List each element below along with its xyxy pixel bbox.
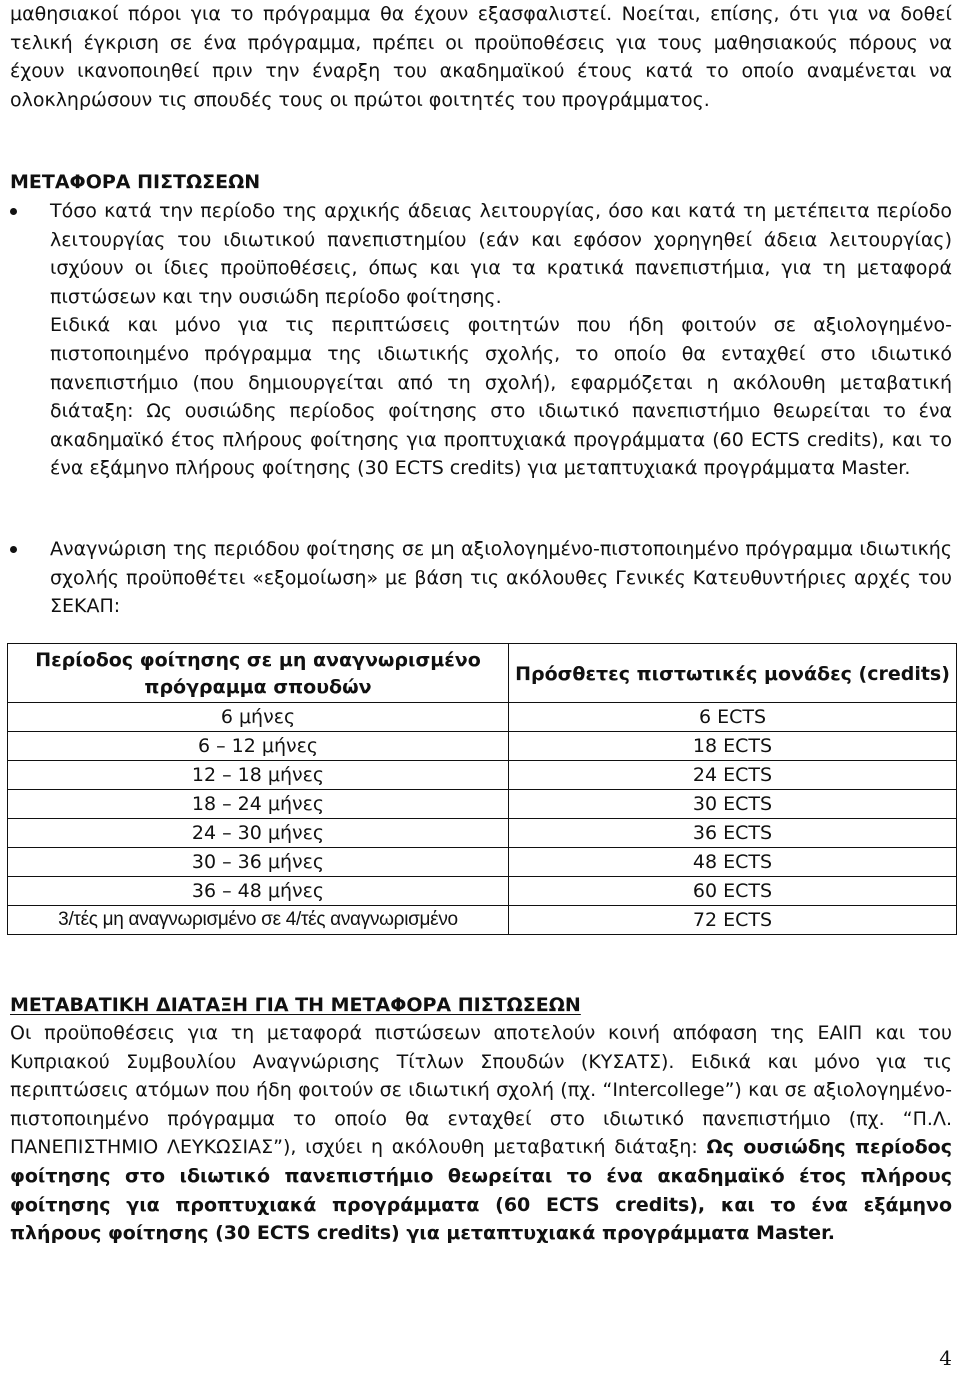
credits-cell: 30 ECTS bbox=[509, 790, 957, 819]
bullet-paragraph-transitional: Ειδικά και μόνο για τις περιπτώσεις φοιτητών που ήδη φοιτούν σε αξιολογημένο-πιστοποιημένο πρόγραμμα της ιδιωτικής σχολής, το οποίο θα ενταχθεί στο ιδιωτικό πανεπιστήμιο (που δημιουργείται από τη σχολή), εφαρμόζεται η ακόλουθη μεταβατική διάταξη: Ως ουσιώδης περίοδος φοίτησης στο ιδιωτικό πανεπιστήμιο θεωρείται το ένα ακαδημαϊκό έτος πλήρους φοίτησης για προπτυχιακά προγράμματα (60 ECTS credits), και το ένα εξάμηνο πλήρους φοίτησης (30 ECTS credits) για μεταπτυχιακά προγράμματα Master. bbox=[50, 314, 952, 480]
bullet-paragraph-conditions: Τόσο κατά την περίοδο της αρχικής άδειας λειτουργίας, όσο και κατά τη μετέπειτα περίοδο λειτουργίας του ιδιωτικού πανεπιστημίου (εάν και εφόσον χορηγηθεί άδεια λειτουργίας) ισχύουν οι ίδιες προϋποθέσεις, όπως και για τα κρατικά πανεπιστήμια, για τη μεταφορά πιστώσεων και την ουσιώδη περίοδο φοίτησης. bbox=[50, 200, 952, 308]
period-cell: 36 – 48 μήνες bbox=[8, 877, 509, 906]
table-header-period: Περίοδος φοίτησης σε μη αναγνωρισμένο πρόγραμμα σπουδών bbox=[8, 644, 509, 703]
bullet-dot bbox=[10, 546, 17, 553]
transitional-text-bold: Ως ουσιώδης περίοδος φοίτησης στο ιδιωτικό πανεπιστήμιο θεωρείται το ένα ακαδημαϊκό έτος πλήρους φοίτησης για προπτυχιακά προγράμματα (60 ECTS credits), και το ένα εξάμηνο πλήρους φοίτησης (30 ECTS credits) για μεταπτυχιακά προγράμματα Master. bbox=[10, 1136, 952, 1245]
table-row bbox=[8, 819, 957, 848]
period-cell: 6 μήνες bbox=[8, 703, 509, 732]
credits-cell: 18 ECTS bbox=[509, 732, 957, 761]
period-cell: 3/τές μη αναγνωρισμένο σε 4/τές αναγνωρισμένο bbox=[8, 906, 509, 935]
credits-equivalence-table bbox=[7, 643, 957, 935]
credits-cell: 6 ECTS bbox=[509, 703, 957, 732]
table-row bbox=[8, 790, 957, 819]
period-cell: 18 – 24 μήνες bbox=[8, 790, 509, 819]
credits-cell: 60 ECTS bbox=[509, 877, 957, 906]
transitional-text-normal: Οι προϋποθέσεις για τη μεταφορά πιστώσεων αποτελούν κοινή απόφαση της ΕΑΙΠ και του Κυπριακού Συμβουλίου Αναγνώρισης Τίτλων Σπουδών (ΚΥΣΑΤΣ). Ειδικά και μόνο για τις περιπτώσεις ατόμων που ήδη φοιτούν σε ιδιωτική σχολή (πχ. “Intercollege”) και σε αξιολογημένο-πιστοποιημένο πρόγραμμα το οποίο θα ενταχθεί στο ιδιωτικό πανεπιστήμιο (πχ. “Π.Λ. ΠΑΝΕΠΙΣΤΗΜΙΟ ΛΕΥΚΩΣΙΑΣ”), ισχύει η ακόλουθη μεταβατική διάταξη: bbox=[10, 1022, 952, 1159]
bullet-item-credit-transfer-conditions bbox=[10, 197, 952, 483]
section-heading-credit-transfer: ΜΕΤΑΦΟΡΑ ΠΙΣΤΩΣΕΩΝ bbox=[10, 171, 261, 193]
credits-cell: 36 ECTS bbox=[509, 819, 957, 848]
period-cell: 6 – 12 μήνες bbox=[8, 732, 509, 761]
table-row bbox=[8, 877, 957, 906]
table-header-credits: Πρόσθετες πιστωτικές μονάδες (credits) bbox=[509, 644, 957, 703]
credits-cell: 48 ECTS bbox=[509, 848, 957, 877]
table-row bbox=[8, 906, 957, 935]
table-row bbox=[8, 703, 957, 732]
period-cell: 12 – 18 μήνες bbox=[8, 761, 509, 790]
bullet-item-recognition bbox=[10, 535, 952, 621]
bullet-paragraph-recognition: Αναγνώριση της περιόδου φοίτησης σε μη αξιολογημένο-πιστοποιημένο πρόγραμμα ιδιωτικής σχολής προϋποθέτει «εξομοίωση» με βάση τις ακόλουθες Γενικές Κατευθυντήριες αρχές του ΣΕΚΑΠ: bbox=[50, 538, 952, 618]
table-row bbox=[8, 848, 957, 877]
bullet-dot bbox=[10, 208, 17, 215]
table-row bbox=[8, 732, 957, 761]
period-cell: 24 – 30 μήνες bbox=[8, 819, 509, 848]
credits-cell: 72 ECTS bbox=[509, 906, 957, 935]
table-row bbox=[8, 761, 957, 790]
period-cell: 30 – 36 μήνες bbox=[8, 848, 509, 877]
table-header-row bbox=[8, 644, 957, 703]
transitional-provision-paragraph bbox=[10, 1019, 952, 1248]
page-number: 4 bbox=[939, 1346, 952, 1370]
section-heading-transitional-provision: ΜΕΤΑΒΑΤΙΚΗ ΔΙΑΤΑΞΗ ΓΙΑ ΤΗ ΜΕΤΑΦΟΡΑ ΠΙΣΤΩΣΕΩΝ bbox=[10, 994, 581, 1016]
intro-paragraph: μαθησιακοί πόροι για το πρόγραμμα θα έχουν εξασφαλιστεί. Νοείται, επίσης, ότι για να δοθεί τελική έγκριση σε ένα πρόγραμμα, πρέπει οι προϋποθέσεις για τους μαθησιακούς πόρους να έχουν ικανοποιηθεί πριν την έναρξη του ακαδημαϊκού έτους κατά το οποίο αναμένεται να ολοκληρώσουν τις σπουδές τους οι πρώτοι φοιτητές του προγράμματος. bbox=[10, 3, 952, 111]
credits-cell: 24 ECTS bbox=[509, 761, 957, 790]
